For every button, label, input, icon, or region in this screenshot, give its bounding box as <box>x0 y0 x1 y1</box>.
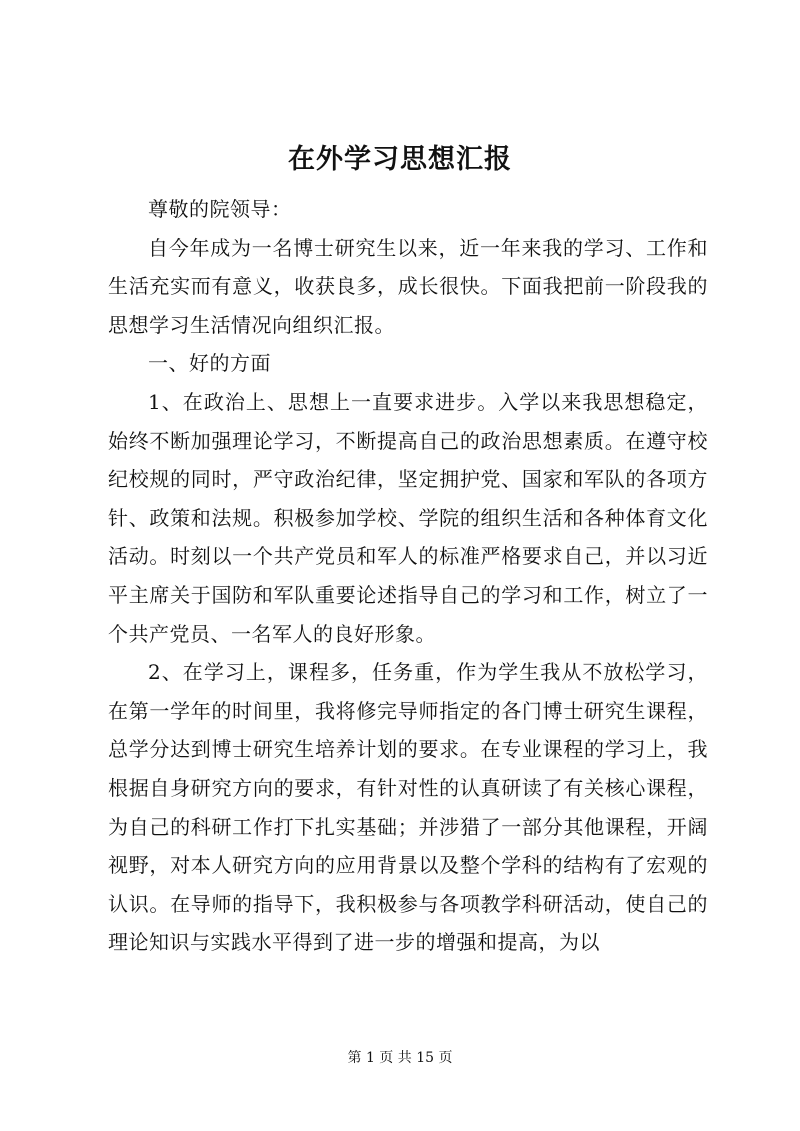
intro-paragraph: 自今年成为一名博士研究生以来，近一年来我的学习、工作和生活充实而有意义，收获良多，成长很快。下面我把前一阶段我的思想学习生活情况向组织汇报。 <box>108 235 708 337</box>
politics-paragraph: 1、在政治上、思想上一直要求进步。入学以来我思想稳定，始终不断加强理论学习，不断提高自己的政治思想素质。在遵守校纪校规的同时，严守政治纪律，坚定拥护党、国家和军队的各项方针、政策和法规。积极参加学校、学院的组织生活和各种体育文化活动。时刻以一个共产党员和军人的标准严格要求自己，并以习近平主席关于国防和军队重要论述指导自己的学习和工作，树立了一个共产党员、一名军人的良好形象。 <box>108 389 708 646</box>
document-title: 在外学习思想汇报 <box>288 144 512 175</box>
page-number-footer: 第 1 页 共 15 页 <box>347 1050 453 1066</box>
section-heading: 一、好的方面 <box>148 351 271 376</box>
document-body <box>108 190 708 962</box>
study-paragraph: 2、在学习上，课程多，任务重，作为学生我从不放松学习，在第一学年的时间里，我将修完导师指定的各门博士研究生课程，总学分达到博士研究生培养计划的要求。在专业课程的学习上，我根据自身研究方向的要求，有针对性的认真研读了有关核心课程，为自己的科研工作打下扎实基础；并涉猎了一部分其他课程，开阔视野，对本人研究方向的应用背景以及整个学科的结构有了宏观的认识。在导师的指导下，我积极参与各项教学科研活动，使自己的理论知识与实践水平得到了进一步的增强和提高，为以 <box>108 660 708 955</box>
salutation-paragraph: 尊敬的院领导： <box>148 197 292 221</box>
